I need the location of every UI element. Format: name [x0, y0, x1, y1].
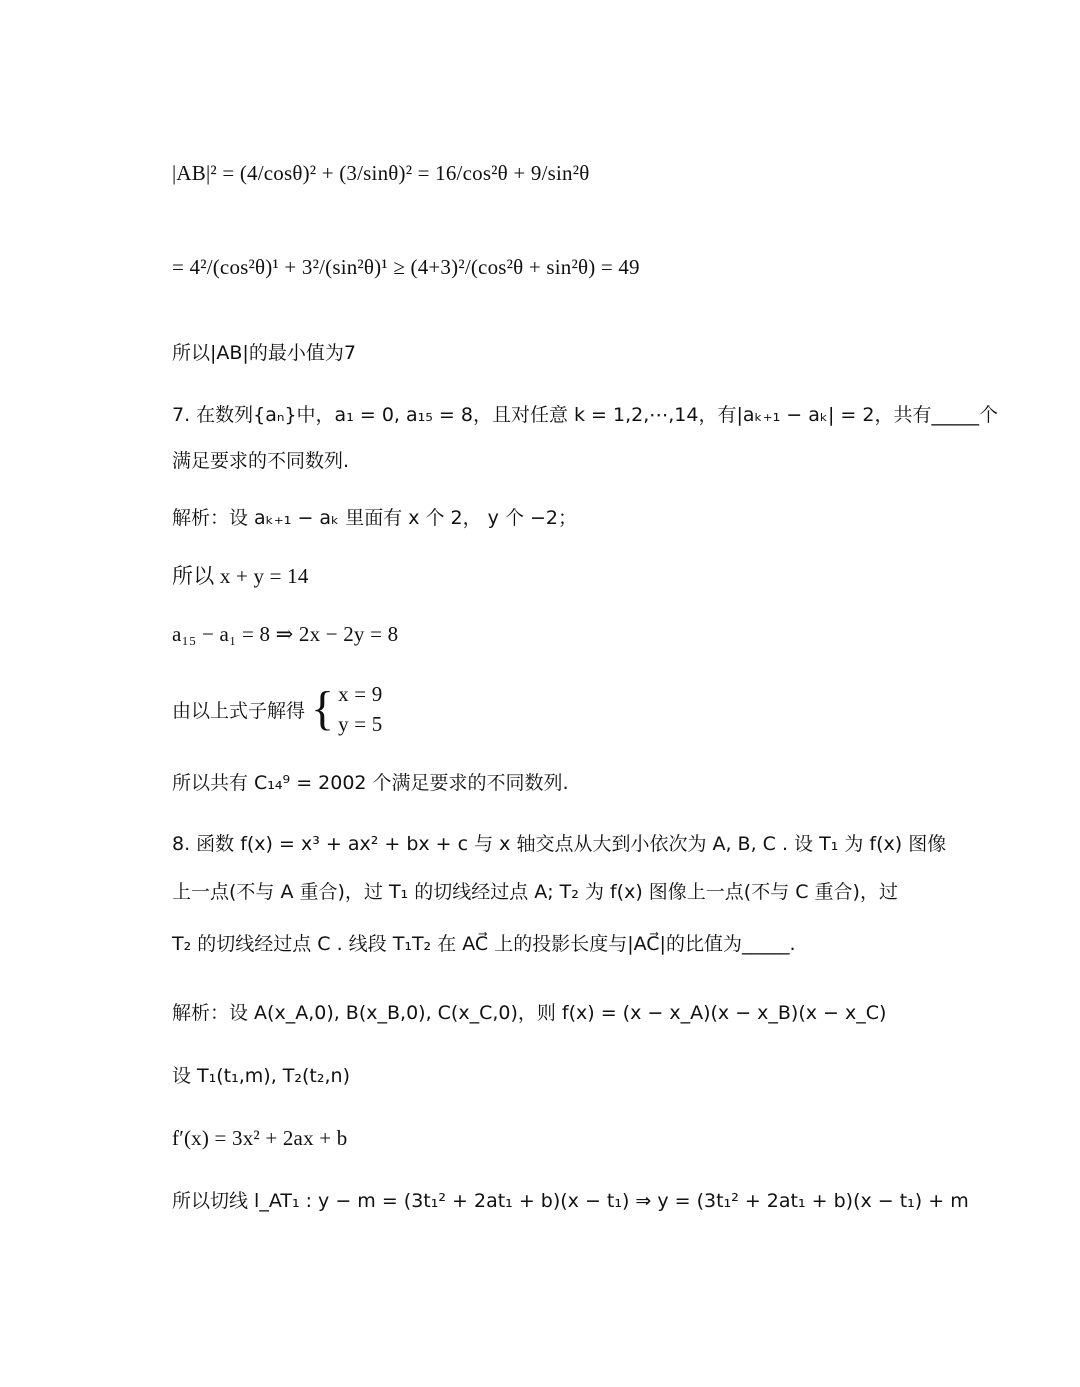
- question-7-stem-line-1: 7. 在数列{aₙ}中，a₁ = 0, a₁₅ = 8，且对任意 k = 1,2,⋯,14，有|aₖ₊₁ − aₖ| = 2，共有_____个: [172, 404, 998, 426]
- conclusion-ab-min: 所以|AB|的最小值为7: [172, 342, 356, 364]
- question-7-system-label: 由以上式子解得: [172, 699, 306, 722]
- question-7-system-y: y = 5: [338, 712, 383, 736]
- question-8-solution-line-1: 解析：设 A(x_A,0), B(x_B,0), C(x_C,0)，则 f(x) = (x − x_A)(x − x_B)(x − x_C): [172, 1002, 887, 1024]
- question-8-solution-line-2: 设 T₁(t₁,m), T₂(t₂,n): [172, 1065, 350, 1087]
- question-8-solution-line-3: f′(x) = 3x² + 2ax + b: [172, 1126, 348, 1150]
- brace-icon: {: [311, 682, 335, 735]
- question-8-stem-line-2: 上一点(不与 A 重合)，过 T₁ 的切线经过点 A; T₂ 为 f(x) 图像上一点(不与 C 重合)，过: [172, 881, 898, 903]
- question-7-solution-line-2: 所以 x + y = 14: [172, 564, 309, 588]
- question-7-solution-line-3: a₁₅ − a₁ = 8 ⇒ 2x − 2y = 8: [172, 622, 399, 646]
- question-7-system-block: [172, 679, 382, 739]
- question-8-solution-line-4: 所以切线 l_AT₁ : y − m = (3t₁² + 2at₁ + b)(x − t₁) ⇒ y = (3t₁² + 2at₁ + b)(x − t₁) + m: [172, 1190, 969, 1212]
- equation-inequality: = 4²/(cos²θ)¹ + 3²/(sin²θ)¹ ≥ (4+3)²/(cos²θ + sin²θ) = 49: [172, 255, 640, 279]
- question-8-stem-line-1: 8. 函数 f(x) = x³ + ax² + bx + c 与 x 轴交点从大到小依次为 A, B, C . 设 T₁ 为 f(x) 图像: [172, 833, 947, 855]
- question-8-stem-line-3: T₂ 的切线经过点 C . 线段 T₁T₂ 在 AC⃗ 上的投影长度与|AC⃗|的比值为_____.: [172, 933, 796, 955]
- equation-ab-squared: |AB|² = (4/cosθ)² + (3/sinθ)² = 16/cos²θ + 9/sin²θ: [172, 161, 590, 185]
- question-7-solution-conclusion: 所以共有 C₁₄⁹ = 2002 个满足要求的不同数列.: [172, 772, 569, 794]
- question-7-system-x: x = 9: [338, 682, 383, 706]
- question-7-stem-line-2: 满足要求的不同数列.: [172, 450, 350, 472]
- question-7-solution-line-1: 解析：设 aₖ₊₁ − aₖ 里面有 x 个 2， y 个 −2；: [172, 507, 578, 529]
